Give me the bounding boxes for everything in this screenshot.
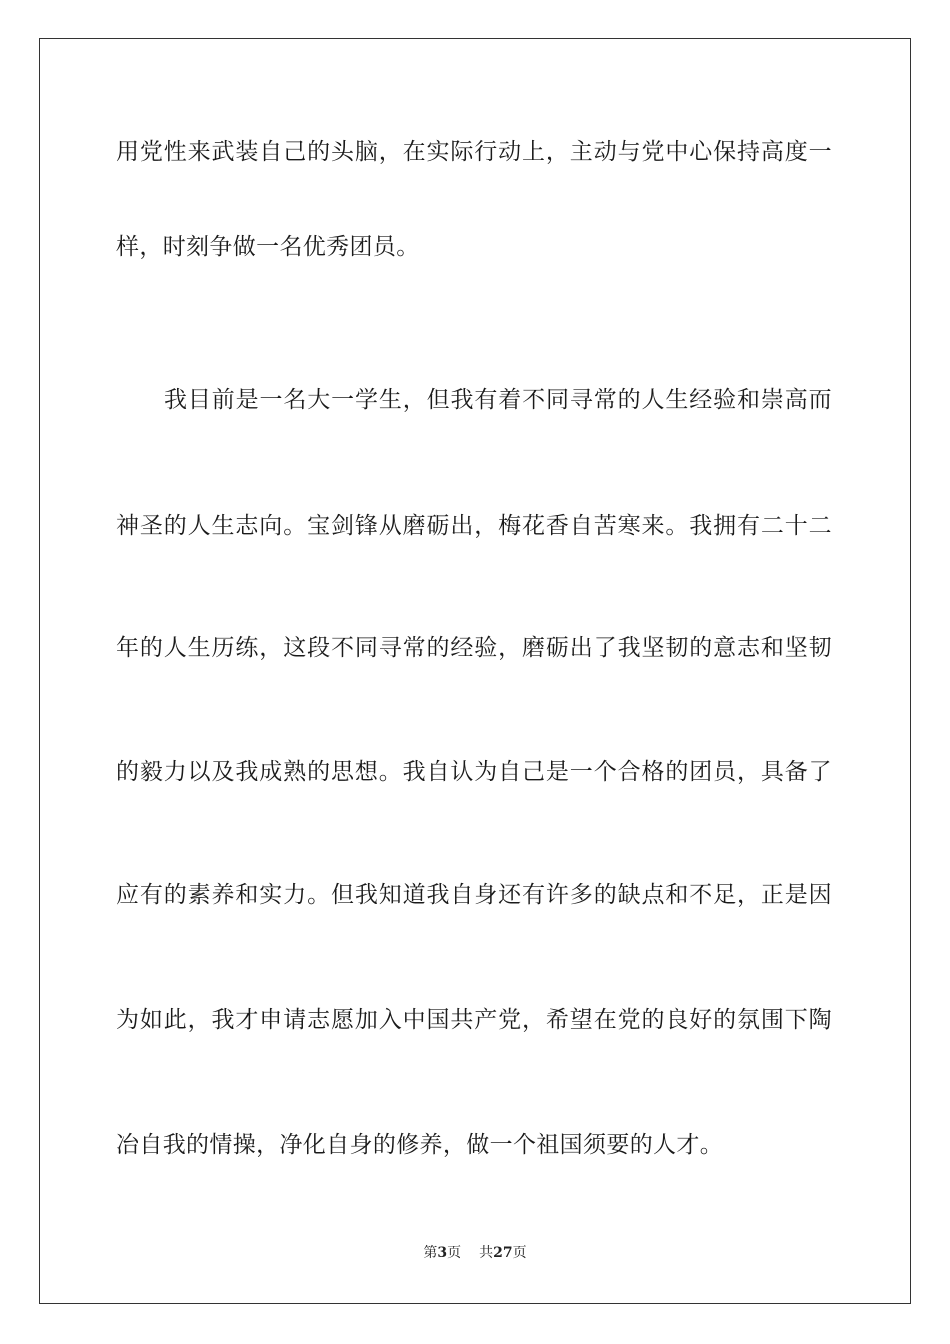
total-prefix: 共 bbox=[479, 1245, 494, 1261]
text-line: 的毅力以及我成熟的思想。我自认为自己是一个合格的团员，具备了 bbox=[116, 759, 832, 785]
paragraph-first-line: 我目前是一名大一学生，但我有着不同寻常的人生经验和崇高而 bbox=[164, 387, 832, 413]
text-line: 应有的素养和实力。但我知道我自身还有许多的缺点和不足，正是因 bbox=[116, 882, 832, 908]
text-line: 年的人生历练，这段不同寻常的经验，磨砺出了我坚韧的意志和坚韧 bbox=[116, 635, 832, 661]
text-line: 样，时刻争做一名优秀团员。 bbox=[116, 234, 420, 260]
page-footer bbox=[0, 1244, 950, 1262]
page-number: 3 bbox=[437, 1245, 448, 1261]
page-border bbox=[39, 38, 911, 1304]
page-suffix: 页 bbox=[447, 1245, 462, 1261]
text-line: 为如此，我才申请志愿加入中国共产党，希望在党的良好的氛围下陶 bbox=[116, 1007, 832, 1033]
text-line: 冶自我的情操，净化自身的修养，做一个祖国须要的人才。 bbox=[116, 1132, 724, 1158]
total-suffix: 页 bbox=[512, 1245, 527, 1261]
total-pages: 27 bbox=[493, 1245, 513, 1261]
page-prefix: 第 bbox=[423, 1245, 438, 1261]
text-line: 神圣的人生志向。宝剑锋从磨砺出，梅花香自苦寒来。我拥有二十二 bbox=[116, 513, 832, 539]
text-line: 用党性来武装自己的头脑，在实际行动上，主动与党中心保持高度一 bbox=[116, 139, 832, 165]
